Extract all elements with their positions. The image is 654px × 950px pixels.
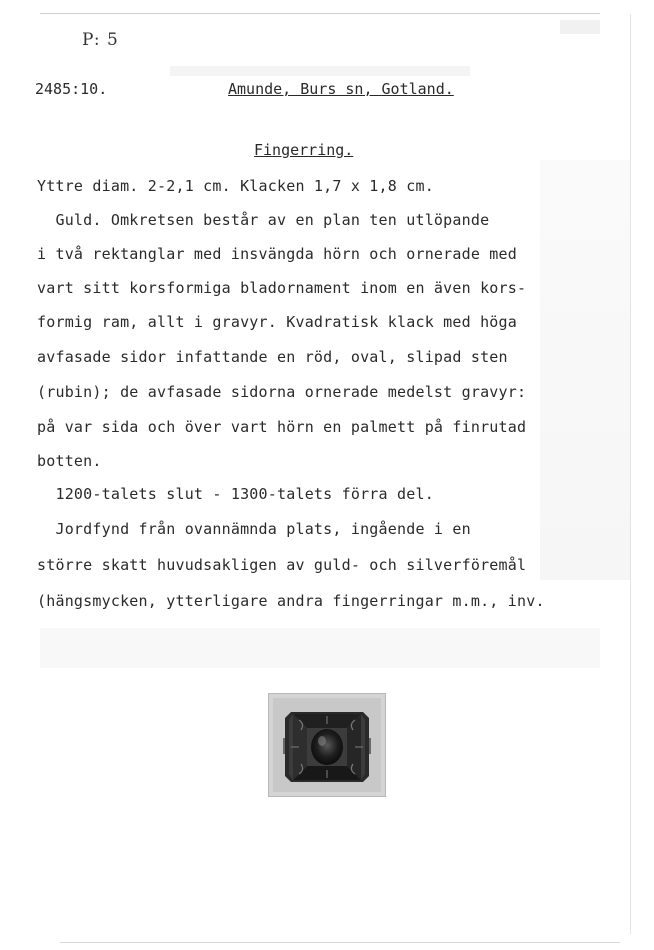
text-line: större skatt huvudsakligen av guld- och silverföremål: [37, 556, 527, 574]
findspot: Amunde, Burs sn, Gotland.: [228, 80, 454, 98]
text-line: botten.: [37, 452, 102, 470]
show-through-mark: [560, 20, 600, 34]
text-line: 1200-talets slut - 1300-talets förra del.: [37, 485, 434, 503]
ring-photo: [268, 693, 386, 797]
text-line: Yttre diam. 2-2,1 cm. Klacken 1,7 x 1,8 cm.: [37, 177, 434, 195]
text-line: vart sitt korsformiga bladornament inom en även kors-: [37, 279, 527, 297]
show-through-mark: [540, 160, 630, 580]
card-right-edge: [630, 14, 631, 934]
top-edge-line: [40, 13, 600, 14]
ring-bezel-image: [269, 694, 385, 796]
text-line: Jordfynd från ovannämnda plats, ingående i en: [37, 520, 471, 538]
bottom-edge-line: [60, 942, 620, 943]
object-title: Fingerring.: [254, 141, 354, 159]
handwritten-number: P: 5: [82, 30, 119, 50]
text-line: i två rektanglar med insvängda hörn och ornerade med: [37, 245, 517, 263]
text-line: Guld. Omkretsen består av en plan ten utlöpande: [37, 211, 490, 229]
text-line: på var sida och över vart hörn en palmett på finrutad: [37, 418, 527, 436]
show-through-mark: [40, 628, 600, 668]
show-through-mark: [170, 66, 470, 76]
text-line: avfasade sidor infattande en röd, oval, slipad sten: [37, 348, 508, 366]
text-line: formig ram, allt i gravyr. Kvadratisk klack med höga: [37, 313, 517, 331]
text-line: (hängsmycken, ytterligare andra fingerringar m.m., inv.: [37, 592, 545, 610]
inventory-number: 2485:10.: [35, 80, 108, 98]
text-line: (rubin); de avfasade sidorna ornerade medelst gravyr:: [37, 383, 527, 401]
